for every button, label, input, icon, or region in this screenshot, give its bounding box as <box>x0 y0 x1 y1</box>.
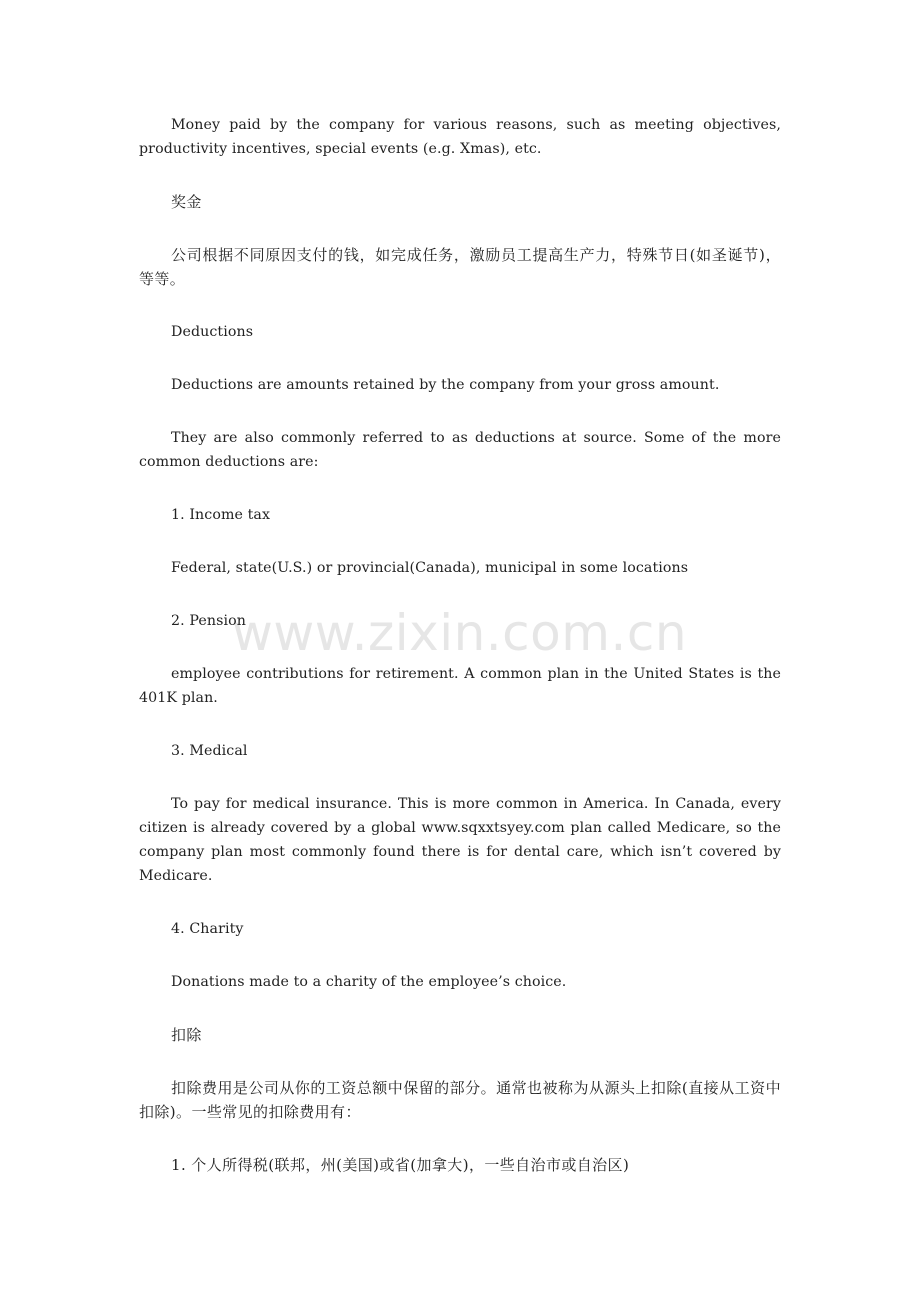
paragraph-income-tax-detail: Federal, state(U.S.) or provincial(Canada), municipal in some locations <box>171 560 689 576</box>
paragraph-bonus-definition-cn: 公司根据不同原因支付的钱，如完成任务，激励员工提高生产力，特殊节日(如圣诞节)，等等。 <box>139 246 781 288</box>
list-item-income-tax-cn: 1. 个人所得税(联邦，州(美国)或省(加拿大)，一些自治市或自治区) <box>171 1156 630 1174</box>
watermark-text: www.zixin.com.cn <box>232 604 688 662</box>
paragraph-bonus-definition-en: Money paid by the company for various reasons, such as meeting objectives, productivity incentives, special events (e.g. Xmas), etc. <box>139 117 781 157</box>
list-item-income-tax: 1. Income tax <box>171 507 271 523</box>
paragraph-deductions-definition-cn: 扣除费用是公司从你的工资总额中保留的部分。通常也被称为从源头上扣除(直接从工资中扣除)。一些常见的扣除费用有： <box>139 1079 781 1121</box>
list-item-medical: 3. Medical <box>171 743 248 759</box>
heading-deductions-cn: 扣除 <box>171 1026 202 1044</box>
heading-bonus-cn: 奖金 <box>171 193 202 211</box>
document-body <box>139 113 781 1206</box>
paragraph-deductions-definition: Deductions are amounts retained by the company from your gross amount. <box>171 377 720 393</box>
paragraph-charity-detail: Donations made to a charity of the employee’s choice. <box>171 974 567 990</box>
paragraph-deductions-at-source: They are also commonly referred to as deductions at source. Some of the more common deductions are: <box>139 430 781 470</box>
paragraph-medical-detail: To pay for medical insurance. This is more common in America. In Canada, every citizen is already covered by a global www.sqxxtsyey.com plan called Medicare, so the company plan most commonly found there is for dental care, which isn’t covered by Medicare. <box>139 796 781 884</box>
paragraph-pension-detail: employee contributions for retirement. A common plan in the United States is the 401K plan. <box>139 666 781 706</box>
heading-deductions: Deductions <box>171 324 254 340</box>
list-item-charity: 4. Charity <box>171 921 244 937</box>
list-item-pension: 2. Pension <box>171 613 246 629</box>
